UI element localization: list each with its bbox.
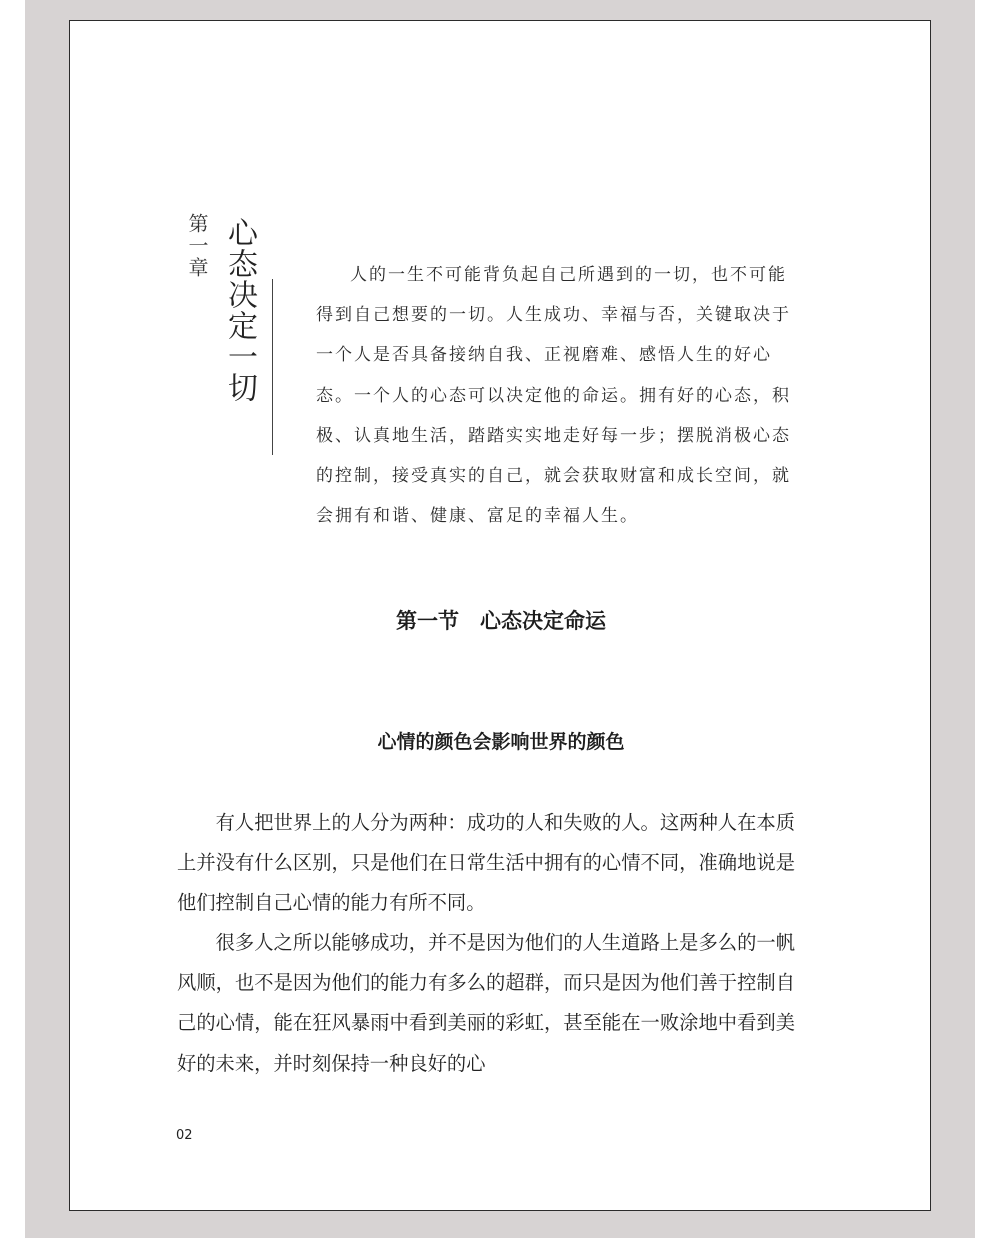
chapter-divider-line [272, 279, 273, 455]
page-number: 02 [176, 1128, 193, 1143]
body-paragraph: 有人把世界上的人分为两种：成功的人和失败的人。这两种人在本质上并没有什么区别，只是他们在日常生活中拥有的心情不同，准确地说是他们控制自己心情的能力有所不同。 [177, 811, 795, 915]
section-heading: 第一节 心态决定命运 [396, 609, 606, 633]
body-paragraph: 很多人之所以能够成功，并不是因为他们的人生道路上是多么的一帆风顺，也不是因为他们的能力有多么的超群，而只是因为他们善于控制自己的心情，能在狂风暴雨中看到美丽的彩虹，甚至能在一败涂地中看到美好的未来，并时刻保持一种良好的心 [177, 931, 795, 1075]
subsection-heading: 心情的颜色会影响世界的颜色 [377, 731, 625, 753]
chapter-number: 第一章 [185, 213, 209, 279]
document-page [69, 20, 931, 1211]
chapter-intro-paragraph: 人的一生不可能背负起自己所遇到的一切，也不可能得到自己想要的一切。人生成功、幸福与否，关键取决于一个人是否具备接纳自我、正视磨难、感悟人生的好心态。一个人的心态可以决定他的命运。拥有好的心态，积极、认真地生活，踏踏实实地走好每一步；摆脱消极心态的控制，接受真实的自己，就会获取财富和成长空间，就会拥有和谐、健康、富足的幸福人生。 [316, 265, 791, 527]
chapter-title: 心态决定一切 [222, 217, 257, 403]
chapter-intro [316, 255, 794, 536]
body-text [177, 803, 795, 1084]
